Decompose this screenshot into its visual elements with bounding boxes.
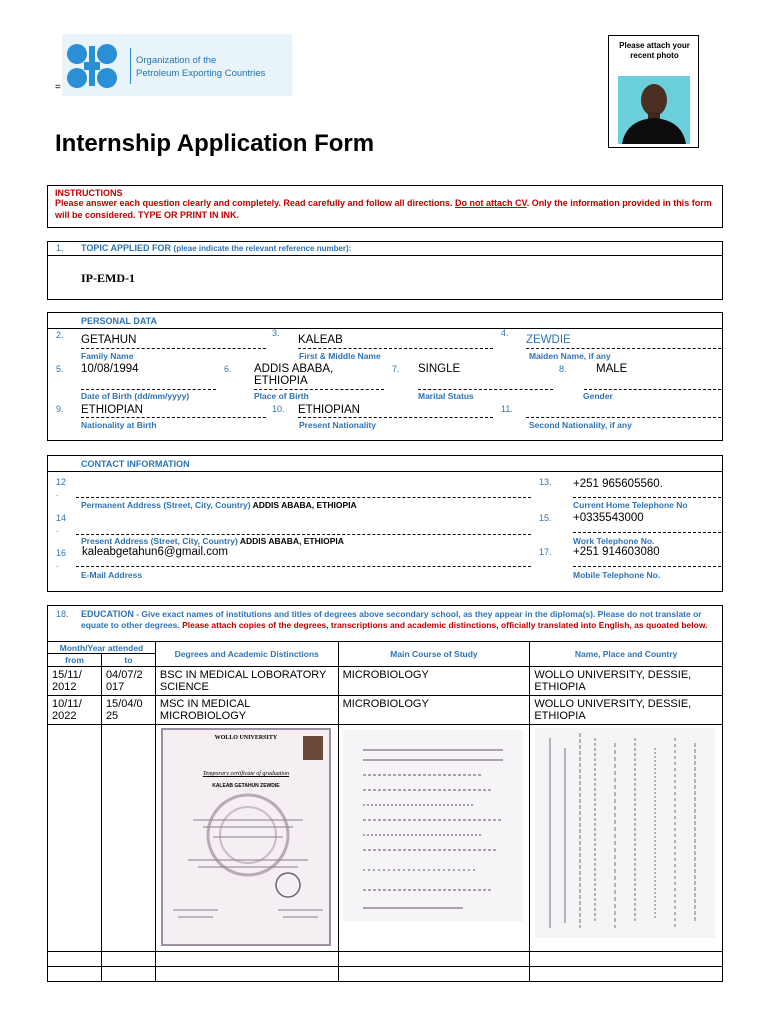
maiden-name-value: ZEWDIE [526,334,571,346]
present-address-field[interactable] [76,521,531,535]
table-row [48,667,723,696]
field-number-14: 14 . [56,513,67,534]
email-field[interactable] [76,546,531,567]
marital-status-value: SINGLE [418,363,461,375]
graduation-certificate-image [161,728,331,946]
certificate-cell [155,725,338,952]
field-number-11: 11. [501,404,513,414]
email-label: E-Mail Address [81,570,143,580]
present-address-label: Present Address (Street, City, Country) ADDIS ABABA, ETHIOPIA [81,536,344,546]
row-from[interactable]: 15/11/ 2012 [48,667,102,696]
photo-caption: Please attach your recent photo [619,41,690,60]
field-number-12: 12 . [56,477,67,498]
present-nationality-value: ETHIOPIAN [298,404,360,416]
instructions-text-a: Please answer each question clearly and completely. Read carefully and follow all directions. [55,198,453,208]
maiden-name-field[interactable] [526,334,721,349]
transcript-text-lines [343,730,523,922]
present-nationality-field[interactable] [298,404,493,418]
instructions-text-b: . Only the information provided in this form will be considered. TYPE OR PRINT IN INK. [55,198,712,220]
place-of-birth-field[interactable] [254,363,384,390]
nationality-birth-label: Nationality at Birth [81,420,157,430]
instructions-box [47,185,723,228]
work-telephone-field[interactable] [573,512,721,533]
logo-marker: = [55,82,61,93]
first-name-field[interactable] [298,334,493,349]
personal-data-box [47,312,723,441]
permanent-address-value: ADDIS ABABA, ETHIOPIA [252,500,357,510]
opec-emblem-icon [64,42,120,90]
topic-label-main: TOPIC APPLIED FOR [81,243,172,253]
topic-label [81,243,351,253]
nationality-birth-field[interactable] [81,404,266,418]
field-number-16: 16 . [56,548,67,569]
family-name-field[interactable] [81,334,266,349]
topic-number: 1. [56,243,64,253]
education-label: EDUCATION [81,609,134,619]
mobile-telephone-value: +251 914603080 [573,546,660,558]
instructions-text [55,198,715,221]
row-to[interactable]: 04/07/2 017 [101,667,155,696]
present-nationality-label: Present Nationality [299,420,376,430]
maiden-name-label: Maiden Name, if any [529,351,611,361]
transcript-cell-2 [530,725,723,952]
education-table [47,641,723,982]
home-telephone-field[interactable] [573,478,721,498]
transcript-image-1 [343,730,523,922]
row-place[interactable]: WOLLO UNIVERSITY, DESSIE, ETHIOPIA [530,696,723,725]
education-attach-note: Please attach copies of the degrees, transcriptions and academic distinctions, officially translated into English, as quoated below. [182,620,708,630]
field-number-4: 4. [501,328,509,338]
gender-label: Gender [583,391,613,401]
field-number-9: 9. [56,404,64,414]
instructions-text-underlined: Do not attach CV [455,198,527,208]
field-number-18: 18. [56,609,69,619]
permanent-address-label: Permanent Address (Street, City, Country) ADDIS ABABA, ETHIOPIA [81,500,357,510]
personal-heading: PERSONAL DATA [81,316,158,326]
field-number-15: 15. [539,513,552,523]
table-row [48,696,723,725]
gender-value: MALE [596,363,628,375]
second-nationality-field[interactable] [526,404,721,418]
field-number-6: 6. [224,364,232,374]
row-from[interactable]: 10/11/ 2022 [48,696,102,725]
row-course[interactable]: MICROBIOLOGY [338,667,530,696]
topic-label-note: (pleae indicate the relevant reference number): [173,244,352,253]
second-nationality-label: Second Nationality, if any [529,420,632,430]
row-place[interactable]: WOLLO UNIVERSITY, DESSIE, ETHIOPIA [530,667,723,696]
page-title: Internship Application Form [55,130,375,157]
transcript-image-2 [535,728,715,938]
mobile-telephone-field[interactable] [573,546,721,567]
nationality-birth-value: ETHIOPIAN [81,404,143,416]
topic-box [47,241,723,300]
row-to[interactable]: 15/04/0 25 [101,696,155,725]
period-header: Month/Year attended [48,642,156,654]
applicant-photo [618,76,690,144]
logo-line-1: Organization of the [136,55,217,66]
certificate-photo [303,736,323,760]
logo-line-2: Petroleum Exporting Countries [136,68,266,79]
first-name-value: KALEAB [298,334,343,346]
row-degree[interactable]: MSC IN MEDICAL MICROBIOLOGY [155,696,338,725]
instructions-heading: INSTRUCTIONS [55,188,123,198]
family-name-value: GETAHUN [81,334,137,346]
field-number-10: 10. [272,404,285,414]
course-header: Main Course of Study [338,642,530,667]
portrait-icon [618,76,690,144]
work-telephone-value: +0335543000 [573,512,644,524]
place-header: Name, Place and Country [530,642,723,667]
attachments-row [48,725,723,952]
marital-status-label: Marital Status [418,391,474,401]
to-header: to [101,654,155,667]
from-header: from [48,654,102,667]
email-value: kaleabgetahun6@gmail.com [82,546,228,558]
permanent-address-field[interactable] [76,484,531,498]
contact-info-box [47,455,723,592]
place-of-birth-label: Place of Birth [254,391,309,401]
education-note: - Give exact names of institutions and titles of degrees above secondary school, as they appear in the diploma(s). Please do not translate or equate to other degrees. [81,609,702,630]
contact-heading: CONTACT INFORMATION [81,459,190,469]
marital-status-field[interactable] [418,363,553,390]
field-number-8: 8. [559,364,567,374]
certificate-title: Temporary certificate of graduation [202,771,290,777]
row-degree[interactable]: BSC IN MEDICAL LOBORATORY SCIENCE [155,667,338,696]
field-number-13: 13. [539,477,552,487]
first-name-label: First & Middle Name [299,351,381,361]
certificate-university: WOLLO UNIVERSITY [214,735,278,741]
field-number-7: 7. [392,364,400,374]
field-number-2: 2. [56,330,64,340]
present-address-value: ADDIS ABABA, ETHIOPIA [239,536,344,546]
transcript-text-lines [535,728,715,938]
place-of-birth-line-2: ETHIOPIA [254,375,308,387]
place-of-birth-line-1: ADDIS ABABA, [254,363,334,375]
field-number-17: 17. [539,547,552,557]
field-number-5: 5. [56,364,64,374]
mobile-telephone-label: Mobile Telephone No. [573,570,661,580]
education-instructions [81,609,721,631]
degree-header: Degrees and Academic Distinctions [155,642,338,667]
home-telephone-label: Current Home Telephone No [573,500,688,510]
dob-value: 10/08/1994 [81,363,139,375]
transcript-cell-1 [338,725,530,952]
row-course[interactable]: MICROBIOLOGY [338,696,530,725]
field-number-3: 3. [272,328,280,338]
gender-field[interactable] [584,363,721,390]
dob-field[interactable] [81,363,216,390]
certificate-name: KALEAB GETAHUN ZEWDIE [212,783,280,789]
photo-box [608,35,699,148]
dob-label: Date of Birth (dd/mm/yyyy) [81,391,190,401]
topic-value[interactable]: IP-EMD-1 [81,271,135,285]
home-telephone-value: +251 965605560. [573,478,663,490]
opec-logo [62,34,292,96]
work-telephone-label: Work Telephone No. [573,536,655,546]
certificate-text-lines [163,815,331,940]
family-name-label: Family Name [81,351,134,361]
education-header [47,605,723,642]
